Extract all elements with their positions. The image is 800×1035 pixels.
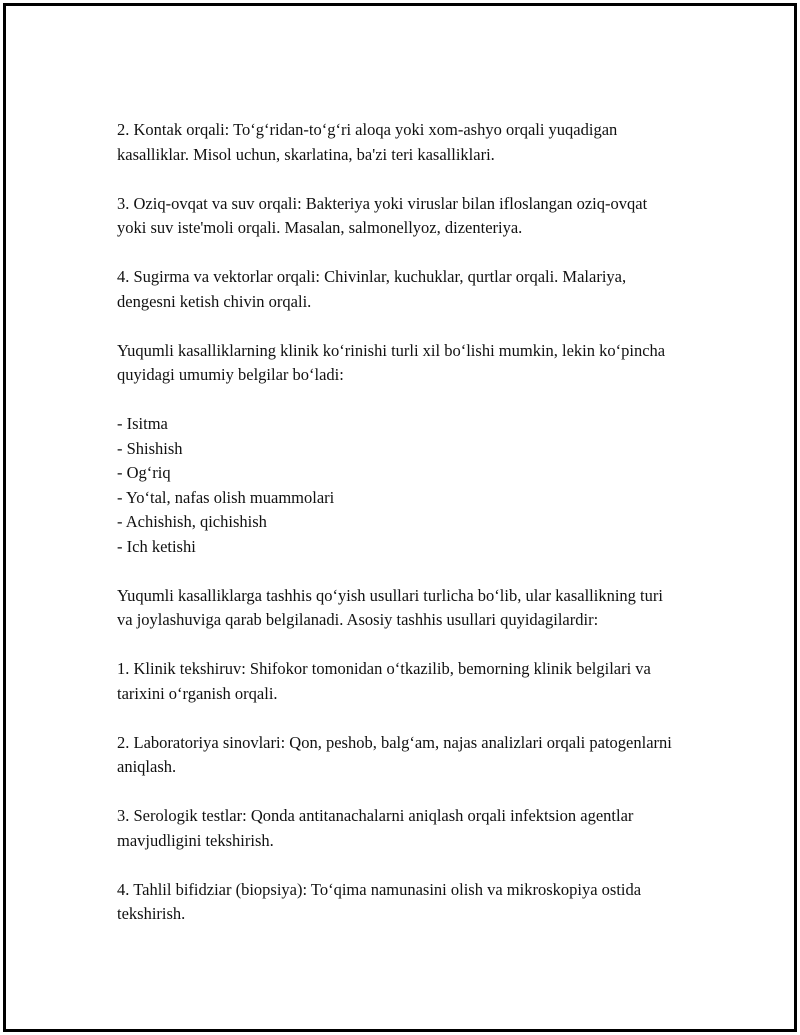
paragraph-clinical-exam: 1. Klinik tekshiruv: Shifokor tomonidan o‘tkazilib, bemorning klinik belgilari va tarixini o‘rganish orqali. — [117, 659, 651, 703]
paragraph-lab-tests: 2. Laboratoriya sinovlari: Qon, peshob, balg‘am, najas analizlari orqali patogenlarni aniqlash. — [117, 732, 672, 776]
list-item: - Ich ketishi — [117, 536, 196, 556]
paragraph-clinical-signs-intro: Yuqumli kasalliklarning klinik ko‘rinishi turli xil bo‘lishi mumkin, lekin ko‘pincha quyidagi umumiy belgilar bo‘ladi: — [117, 340, 666, 384]
list-item: - Isitma — [117, 414, 168, 433]
list-item: - Yo‘tal, nafas olish muammolari — [117, 487, 335, 507]
symptoms-list — [117, 412, 677, 559]
list-item: - Shishish — [117, 438, 183, 458]
document-body — [117, 118, 677, 951]
paragraph-contact-transmission: 2. Kontak orqali: To‘g‘ridan-to‘g‘ri aloqa yoki xom-ashyo orqali yuqadigan kasalliklar. Misol uchun, skarlatina, ba'zi teri kasalliklari. — [117, 120, 618, 164]
list-item: - Og‘riq — [117, 463, 171, 482]
paragraph-food-water-transmission: 3. Oziq-ovqat va suv orqali: Bakteriya yoki viruslar bilan ifloslangan oziq-ovqat yoki suv iste'moli orqali. Masalan, salmonellyoz, dizenteriya. — [117, 193, 648, 237]
paragraph-diagnosis-intro: Yuqumli kasalliklarga tashhis qo‘yish usullari turlicha bo‘lib, ular kasallikning turi va joylashuviga qarab belgilanadi. Asosiy tashhis usullari quyidagilardir: — [117, 585, 663, 629]
list-item: - Achishish, qichishish — [117, 512, 267, 531]
paragraph-biopsy: 4. Tahlil bifidziar (biopsiya): To‘qima namunasini olish va mikroskopiya ostida tekshirish. — [117, 879, 642, 923]
paragraph-serology-tests: 3. Serologik testlar: Qonda antitanachalarni aniqlash orqali infektsion agentlar mavjudligini tekshirish. — [117, 806, 634, 850]
paragraph-vector-transmission: 4. Sugirma va vektorlar orqali: Chivinlar, kuchuklar, qurtlar orqali. Malariya, dengesni ketish chivin orqali. — [117, 267, 627, 311]
